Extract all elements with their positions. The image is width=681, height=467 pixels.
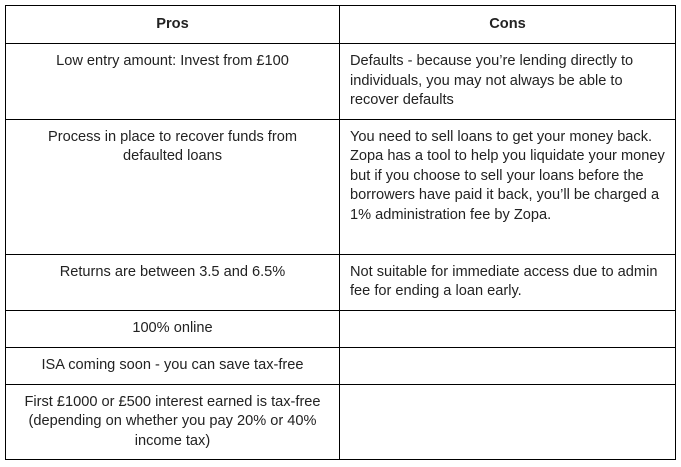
table-row — [6, 254, 676, 310]
pros-column-header: Pros — [6, 6, 340, 44]
table-header-row — [6, 6, 676, 44]
con-cell-empty — [340, 310, 676, 347]
pro-cell: 100% online — [6, 310, 340, 347]
table-row — [6, 310, 676, 347]
cons-column-header: Cons — [340, 6, 676, 44]
pro-cell: Process in place to recover funds from defaulted loans — [6, 119, 340, 254]
pro-cell: ISA coming soon - you can save tax-free — [6, 347, 340, 384]
table-row — [6, 384, 676, 460]
table-row — [6, 119, 676, 254]
con-cell: Defaults - because you’re lending directly to individuals, you may not always be able to recover defaults — [340, 44, 676, 120]
table-row — [6, 44, 676, 120]
pro-cell: First £1000 or £500 interest earned is tax-free (depending on whether you pay 20% or 40% income tax) — [6, 384, 340, 460]
pro-cell: Low entry amount: Invest from £100 — [6, 44, 340, 120]
con-cell: You need to sell loans to get your money back. Zopa has a tool to help you liquidate your money but if you choose to sell your loans before the borrowers have paid it back, you’ll be charged a 1% administration fee by Zopa. — [340, 119, 676, 254]
pro-cell: Returns are between 3.5 and 6.5% — [6, 254, 340, 310]
pros-cons-table — [5, 5, 676, 460]
table-row — [6, 347, 676, 384]
con-cell: Not suitable for immediate access due to admin fee for ending a loan early. — [340, 254, 676, 310]
con-cell-empty — [340, 347, 676, 384]
con-cell-empty — [340, 384, 676, 460]
